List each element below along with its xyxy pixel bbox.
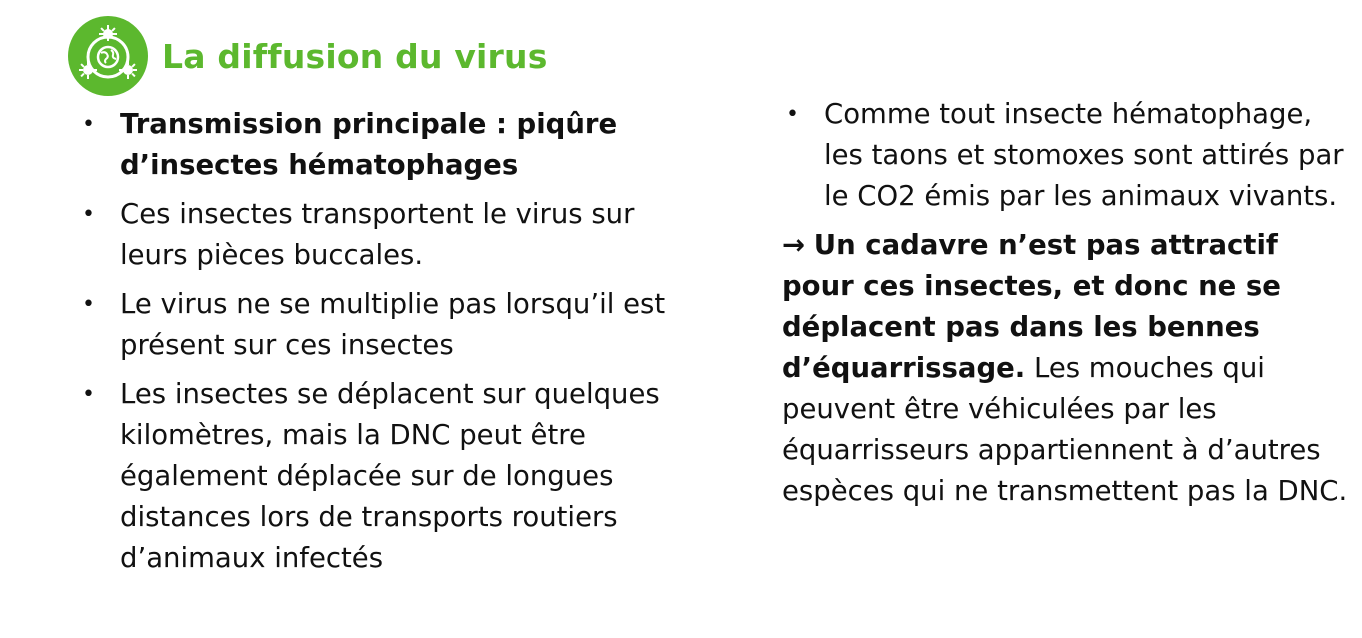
bullet-item (78, 104, 708, 186)
right-bullet-list (782, 94, 1352, 217)
bullet-text-bold: Transmission principale : piqûre d’insectes hématophages (120, 108, 618, 181)
bullet-dot: • (786, 102, 799, 127)
bullet-text: Comme tout insecte hématophage, les taons et stomoxes sont attirés par le CO2 émis par les animaux vivants. (824, 98, 1344, 212)
bullet-item (782, 94, 1352, 217)
bullet-item (78, 284, 708, 366)
bullet-dot: • (82, 292, 95, 317)
slide-title: La diffusion du virus (162, 36, 548, 76)
bullet-item (78, 374, 708, 579)
bullet-dot: • (82, 112, 95, 137)
right-column (782, 94, 1352, 512)
globe-virus-cycle-icon (68, 16, 148, 96)
left-column (78, 104, 708, 587)
conclusion-text: Les mouches qui peuvent être véhiculées par les équarrisseurs appartiennent à d’autres espèces qui ne transmettent pas la DNC. (782, 352, 1348, 507)
slide-header (68, 16, 548, 96)
bullet-text: Les insectes se déplacent sur quelques kilomètres, mais la DNC peut être également déplacée sur de longues distances lors de transports routiers d’animaux infectés (120, 378, 660, 574)
bullet-text: Ces insectes transportent le virus sur leurs pièces buccales. (120, 198, 635, 271)
conclusion-bold-text: Un cadavre n’est pas attractif pour ces insectes, et donc ne se déplacent pas dans les bennes d’équarrissage. (782, 229, 1281, 384)
arrow-icon: → (782, 229, 806, 261)
bullet-dot: • (82, 202, 95, 227)
conclusion-paragraph (782, 225, 1352, 512)
left-bullet-list (78, 104, 708, 579)
bullet-item (78, 194, 708, 276)
bullet-text: Le virus ne se multiplie pas lorsqu’il est présent sur ces insectes (120, 288, 666, 361)
bullet-dot: • (82, 382, 95, 407)
